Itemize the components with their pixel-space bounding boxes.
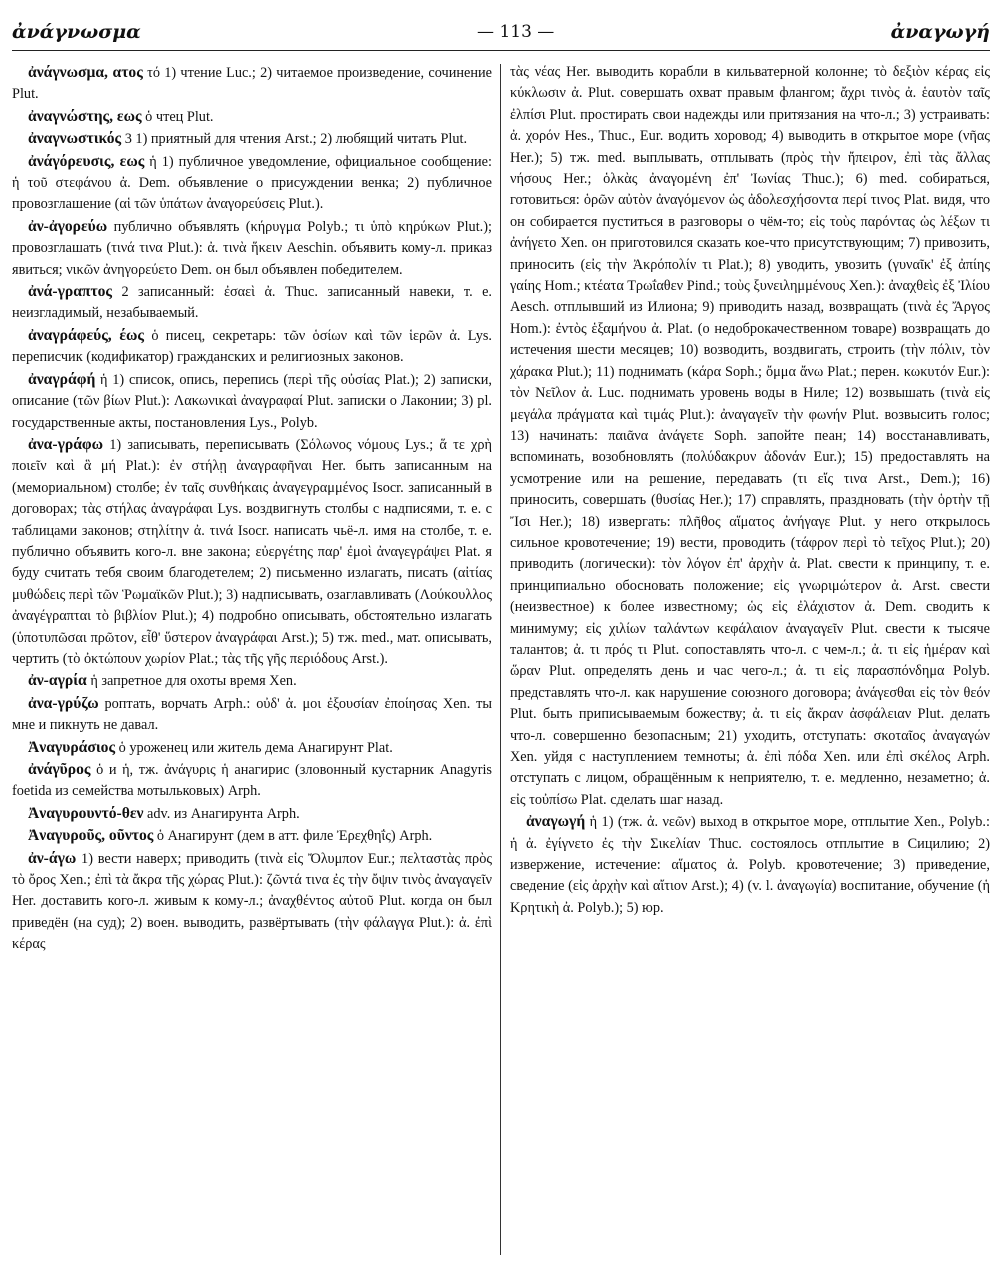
- dictionary-entry: [12, 848, 492, 956]
- dictionary-entry: [12, 759, 492, 803]
- entry-definition: 1) вести наверх; приводить (τινὰ εἰς Ὄλυμπον Eur.; πελταστὰς πρὸς τὸ ὄρος Xen.; ἐπὶ τὰ ἄκρα τῆς χώρας Plut.): ζῶντά τινα ἐς τὴν ὄψιν τινὸς ἀναγαγεῖν Her. доставить кого-л. живым к кому-л.; ἀναχθέντος αὐτοῦ Plut. когда он был приведён (на суд); 2) воен. выводить, развёртывать (τὴν φάλαγγα Plut.): ἀ. ἐπὶ κέρας: [12, 850, 492, 953]
- dictionary-entry: [12, 670, 492, 692]
- right-column: [501, 62, 990, 1259]
- page-number: — 113 —: [477, 22, 555, 42]
- entry-headword: ἀνάγόρευσις, εως: [28, 152, 145, 170]
- left-column: [12, 62, 500, 1259]
- text-columns: [12, 62, 990, 1259]
- dictionary-entry: [12, 128, 492, 150]
- entry-definition: 2 записанный: ἐσαεὶ ἀ. Thuc. записанный навеки, т. е. неизгладимый, незабываемый.: [12, 284, 492, 322]
- entry-headword: ἀναγωγή: [525, 813, 586, 831]
- dictionary-entry: [510, 811, 990, 919]
- dictionary-entry: [12, 825, 492, 847]
- entry-definition: τὰς νέας Her. выводить корабли в кильватерной колонне; τὸ δεξιὸν κέρας εἰς κύκλωσιν ἀ. Plut. совершать охват правым флангом; ἄχρι τινὸς ἀ. ἑαυτὸν ταῖς ἐλπίσι Plut. простирать свои надежды или притязания на что-л.; 3) устраивать: ἀ. χορόν Hes., Thuc., Eur. водить хоровод; 4) выводить в открытое море (νῆας Her.); 5) тж. med. выплывать, отплывать (πρὸς τὴν ἤπειρον, ἐπὶ τὰς ἄλλας νήσους Her.; ὁλκὰς ἀναγομένη ἐπ' Ἰωνίας Thuc.); 6) med. собираться, готовиться: ὁρῶν αὐτὸν ἀναγόμενον ὡς ἀδολεσχήσοντα περί τινος Plat. видя, что он собирается пуститься в разговоры о чём-то; εἰς τοὺς παρόντας ὡς λέξων τι ἀνήγετο Xen. он приготовился сказать кое-что присутствующим; 7) привозить, приносить (εἰς τὴν Ἀκρόπολίν τι Plat.); 8) уводить, увозить (γυναῖκ' ἐξ ἀπίης γαίης Hom.; κτέατα Τρωΐαθεν Pind.; τοὺς ξυνειλημμένους Xen.): ἀναχθεὶς ἐξ Ἰλίου Aesch. отплывший из Илиона; 9) приводить назад, возвращать (τινὰ ἐς Ἄργος Hom.): ἐντὸς ἑξαμήνου ἀ. Plat. (о недоброкачественном товаре) возвращать до истечения шести месяцев; 10) возводить, воздвигать, строить (τὴν πόλιν, τὸν χάρακα Plut.); 11) поднимать (κάρα Soph.; ὄμμα ἄνω Plat.; перен. κωκυτόν Eur.): τὸν Νεῖλον ἀ. Luc. поднимать уровень воды в Ниле; 12) возвышать (τινὰ εἰς μεγάλα πράγματα καὶ τιμάς Plut.): ἀναγαγεῖν τὴν φωνήν Plut. возвысить голос; 13) начинать: παιᾶνα ἀνάγετε Soph. запойте пеан; 14) восстанавливать, вспоминать, возобновлять (πολύδακρυν ἀδονάν Eur.); 15) предоставлять на усмотрение или на решение, передавать (τι εἴς τινα Arst., Dem.); 16) приносить, совершать (θυσίας Her.); 17) справлять, праздновать (τὴν ὁρτὴν τῇ Ἴσι Her.); 18) извергать: πλῆθος αἵματος ἀνήγαγε Plut. у него открылось сильное кровотечение; 19) вести, проводить (τάφρον περὶ τὸ τεῖχος Plut.); 20) приводить (логически): τὸν λόγον ἐπ' ἀρχὴν ἀ. Plat. свести к принципу, т. е. принципиально обосновать положение; εἰς γνωριμώτερον ἀ. Arst. свести (неизвестное) к более известному; ὡς εἰς ἐλάχιστον ἀ. Dem. сводить к минимуму; εἰς χιλίων ταλάντων κεφάλαιον ἀναγαγεῖν Plut. свести к тысяче талантов; ἀ. τι πρός τι Plut. сопоставлять что-л. с чем-л.; ἀ. τι εἰς ἡμέραν καὶ ὥραν Plut. определять день и час чего-л.; ἀ. τι εἰς παρασπόνδημα Polyb. представлять что-л. как нарушение союзного договора; ἀνάγεσθαι εἰς τὸν θεόν Plut. быть приписываемым божеству; ἀ. τι εἰς ἄκραν ἀσφάλειαν Plut. делать что-л. совершенно безопасным; 21) уходить, отступать: σκοταῖος ἀναγαγών Xen. уйдя с наступлением темноты; ἀ. ἐπὶ πόδα Xen. или ἐπὶ σκέλος Arph. отступать с лицом, обращённым к неприятелю, т. е. медленно, незаметно; ἀ. εἰς τοὐπίσω Plat. сделать шаг назад.: [509, 64, 990, 808]
- running-header: [12, 14, 990, 51]
- dictionary-entry: [12, 62, 492, 106]
- dictionary-entry: [12, 281, 492, 325]
- entry-definition: 1) записывать, переписывать (Σόλωνος νόμους Lys.; ἅ τε χρὴ ποιεῖν καὶ ἃ μή Plat.): ἐν στήλῃ ἀναγραφῆναι Her. быть записанным на (мемориальном) столбе; ἐν ταῖς συνθήκαις ἀναγεγραμμένος Isocr. записанный в договорах; τὰς στήλας ἀναγράφαι Lys. воздвигнуть столбы с надписями, т. е. с таблицами законов; στηλίτην ἀ. τινά Isocr. написать чьё-л. имя на столбе, т. е. публично объявить кого-л. вне закона; εὐεργέτης παρ' ἐμοὶ ἀναγεγράψει Plat. я буду считать тебя своим благодетелем; 2) письменно излагать, писать (αἰτίας μυθώδεις περὶ τῶν Ῥωμαϊκῶν Plut.); 3) надписывать, озаглавливать (Λούκουλλος ἀναγέγραπται τὸ βιβλίον Plut.); 4) подробно описывать, обстоятельно излагать (ὑποτυπῶσαι πρῶτον, εἶθ' ὕστερον ἀναγράφαι Arst.); 5) тж. med., мат. описывать, чертить (τὸ ὀκτώπουν χωρίον Plat.; τὰς τῆς γῆς περιόδους Arst.).: [12, 436, 492, 667]
- entry-definition: ὁ и ἡ, тж. ἀνάγυρις ἡ анагирис (зловонный кустарник Anagyris foetida из семейства мотыльковых) Arph.: [12, 762, 492, 800]
- entry-definition: ὁ уроженец или житель дема Анагирунт Plat.: [115, 739, 393, 756]
- entry-definition: τό 1) чтение Luc.; 2) читаемое произведение, сочинение Plut.: [12, 65, 492, 103]
- dictionary-entry: [510, 62, 990, 811]
- entry-definition: adv. из Анагирунта Arph.: [143, 805, 300, 822]
- dictionary-entry: [12, 434, 492, 670]
- header-first-word: ἀνάγνωσμα: [12, 21, 141, 43]
- entry-definition: роптать, ворчать Arph.: οὐδ' ἀ. μοι ἐξουσίαν ἐποίησας Xen. ты мне и пикнуть не давал.: [12, 695, 492, 734]
- entry-definition: ἡ 1) публичное уведомление, официальное сообщение: ἡ τοῦ στεφάνου ἀ. Dem. объявление о присуждении венка; 2) публичное провозглашение (αἱ τῶν ὑπάτων ἀναγορεύσεις Plut.).: [12, 153, 492, 213]
- dictionary-entry: [12, 803, 492, 825]
- entry-headword: ἀνά-γραπτος: [28, 283, 113, 301]
- entry-definition: ἡ 1) (тж. ἀ. νεῶν) выход в открытое море, отплытие Xen., Polyb.: ἡ ἀ. ἐγίγνετο ἐς τὴν Σικελίαν Thuc. состоялось отплытие в Сицилию; 2) извержение, истечение: αἵματος ἀ. Polyb. кровотечение; 3) приведение, сведение (εἰς ἀρχὴν καὶ αἴτιον Arst.); 4) (v. l. ἀναγωγία) воспитание, обучение (ἡ Κρητικὴ ἀ. Polyb.); 5) юр.: [509, 814, 990, 916]
- entry-definition: ὁ чтец Plut.: [141, 108, 214, 125]
- dictionary-entry: [12, 369, 492, 434]
- entry-headword: ἀναγνωστικός: [28, 130, 122, 148]
- entry-headword: ἀναγράφή: [28, 370, 96, 388]
- entry-headword: Ἀναγυράσιος: [28, 738, 116, 756]
- dictionary-entry: [12, 151, 492, 216]
- entry-headword: ἀναγράφεύς, έως: [28, 326, 144, 344]
- entry-definition: публично объявлять (κήρυγμα Polyb.; τι ὑπὸ κηρύκων Plut.); провозглашать (τινά τινα Plut.): ἀ. τινὰ ἥκειν Aeschin. объявить кому-л. приказ явиться; νικῶν ἀνηγορεύετο Dem. он был объявлен победителем.: [12, 218, 492, 278]
- header-last-word: ἀναγωγή: [890, 21, 990, 43]
- entry-headword: ἀναγνώστης, εως: [28, 107, 142, 125]
- entry-definition: ὁ писец, секретарь: τῶν ὁσίων καὶ τῶν ἱερῶν ἀ. Lys. переписчик (кодификатор) гражданских и религиозных законов.: [12, 327, 492, 366]
- dictionary-entry: [12, 216, 492, 281]
- dictionary-entry: [12, 325, 492, 369]
- entry-definition: ἡ 1) список, опись, перепись (περὶ τῆς οὐσίας Plat.); 2) записки, описание (τῶν βίων Plut.): Λακωνικαὶ ἀναγραφαί Plut. записки о Лаконии; 3) pl. государственные акты, постановления Lys., Polyb.: [12, 371, 492, 431]
- entry-headword: ἀν-αγρία: [28, 672, 87, 690]
- entry-headword: Ἀναγυροῦς, οῦντος: [28, 827, 154, 845]
- entry-headword: ἀν-ἀγορεύω: [28, 217, 108, 235]
- entry-headword: Ἀναγυρουντό-θεν: [28, 804, 144, 822]
- entry-definition: 3 1) приятный для чтения Arst.; 2) любящий читать Plut.: [121, 131, 468, 148]
- entry-definition: ὁ Анагирунт (дем в атт. филе Ἐρεχθηΐς) Arph.: [153, 828, 433, 845]
- entry-headword: ἀν-άγω: [28, 849, 77, 867]
- dictionary-entry: [12, 106, 492, 128]
- dictionary-entry: [12, 693, 492, 737]
- dictionary-entry: [12, 737, 492, 759]
- entry-headword: ἀνα-γρύζω: [28, 694, 99, 712]
- entry-headword: ἀνάγῦρος: [28, 761, 91, 778]
- entry-headword: ἀνα-γράφω: [28, 435, 104, 453]
- entry-definition: ἡ запретное для охоты время Xen.: [86, 673, 297, 690]
- entry-headword: ἀνάγνωσμα, ατος: [28, 64, 143, 81]
